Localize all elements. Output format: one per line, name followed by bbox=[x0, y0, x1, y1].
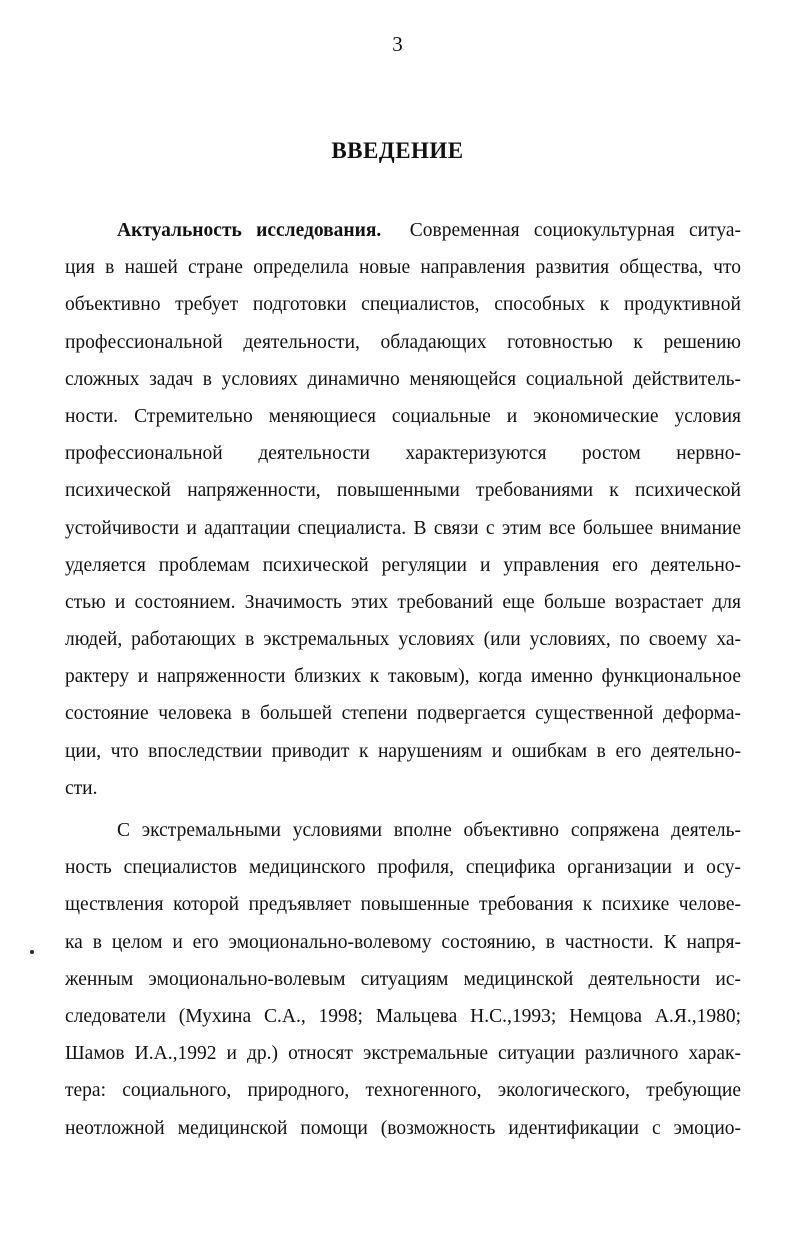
page-number: 3 bbox=[392, 32, 403, 56]
text-line: уделяется проблемам психической регуляции и управления его деятельно- bbox=[65, 554, 741, 576]
text-line: людей, работающих в экстремальных условиях (или условиях, по своему ха- bbox=[65, 629, 741, 651]
text-line: профессиональной деятельности, обладающих готовностью к решению bbox=[65, 331, 741, 353]
text-line: стью и состоянием. Значимость этих требований еще больше возрастает для bbox=[65, 591, 741, 613]
text-span: Современная социокультурная ситуа- bbox=[409, 220, 741, 241]
text-line: состояние человека в большей степени подвергается существенной деформа- bbox=[65, 703, 741, 725]
text-line: ность специалистов медицинского профиля, специфика организации и осу- bbox=[65, 857, 741, 879]
text-line: ществления которой предъявляет повышенные требования к психике челове- bbox=[65, 894, 741, 916]
text-line: рактеру и напряженности близких к таковым), когда именно функциональное bbox=[65, 666, 741, 688]
text-line: устойчивости и адаптации специалиста. В связи с этим все большее внимание bbox=[65, 517, 741, 539]
paragraph-relevance bbox=[65, 212, 741, 807]
text-line: неотложной медицинской помощи (возможность идентификации с эмоцио- bbox=[65, 1117, 741, 1139]
text-line: профессиональной деятельности характеризуются ростом нервно- bbox=[65, 443, 741, 465]
paragraph-medical-extreme bbox=[65, 812, 741, 1147]
text-line: объективно требует подготовки специалистов, способных к продуктивной bbox=[65, 294, 741, 316]
text-line: тера: социального, природного, техногенного, экологического, требующие bbox=[65, 1080, 741, 1102]
text-line: женным эмоционально-волевым ситуациям медицинской деятельности ис- bbox=[65, 968, 741, 990]
section-title: ВВЕДЕНИЕ bbox=[331, 138, 464, 163]
text-line: психической напряженности, повышенными требованиями к психической bbox=[65, 480, 741, 502]
stray-mark bbox=[30, 950, 34, 954]
text-line: С экстремальными условиями вполне объективно сопряжена деятель- bbox=[117, 820, 741, 841]
text-line: ции, что впоследствии приводит к нарушениям и ошибкам в его деятельно- bbox=[65, 740, 741, 762]
text-line: сложных задач в условиях динамично меняющейся социальной действитель- bbox=[65, 368, 741, 390]
text-line: ка в целом и его эмоционально-волевому состоянию, в частности. К напря- bbox=[65, 931, 741, 953]
text-line: Шамов И.А.,1992 и др.) относят экстремальные ситуации различного харак- bbox=[65, 1043, 741, 1065]
text-line: следователи (Мухина С.А., 1998; Мальцева Н.С.,1993; Немцова А.Я.,1980; bbox=[65, 1005, 741, 1027]
text-line: сти. bbox=[65, 777, 98, 799]
text-line: ности. Стремительно меняющиеся социальные и экономические условия bbox=[65, 405, 741, 427]
text-line bbox=[65, 212, 741, 249]
text-line: ция в нашей стране определила новые направления развития общества, что bbox=[65, 257, 741, 279]
paragraph-lead: Актуальность исследования. bbox=[117, 220, 382, 241]
